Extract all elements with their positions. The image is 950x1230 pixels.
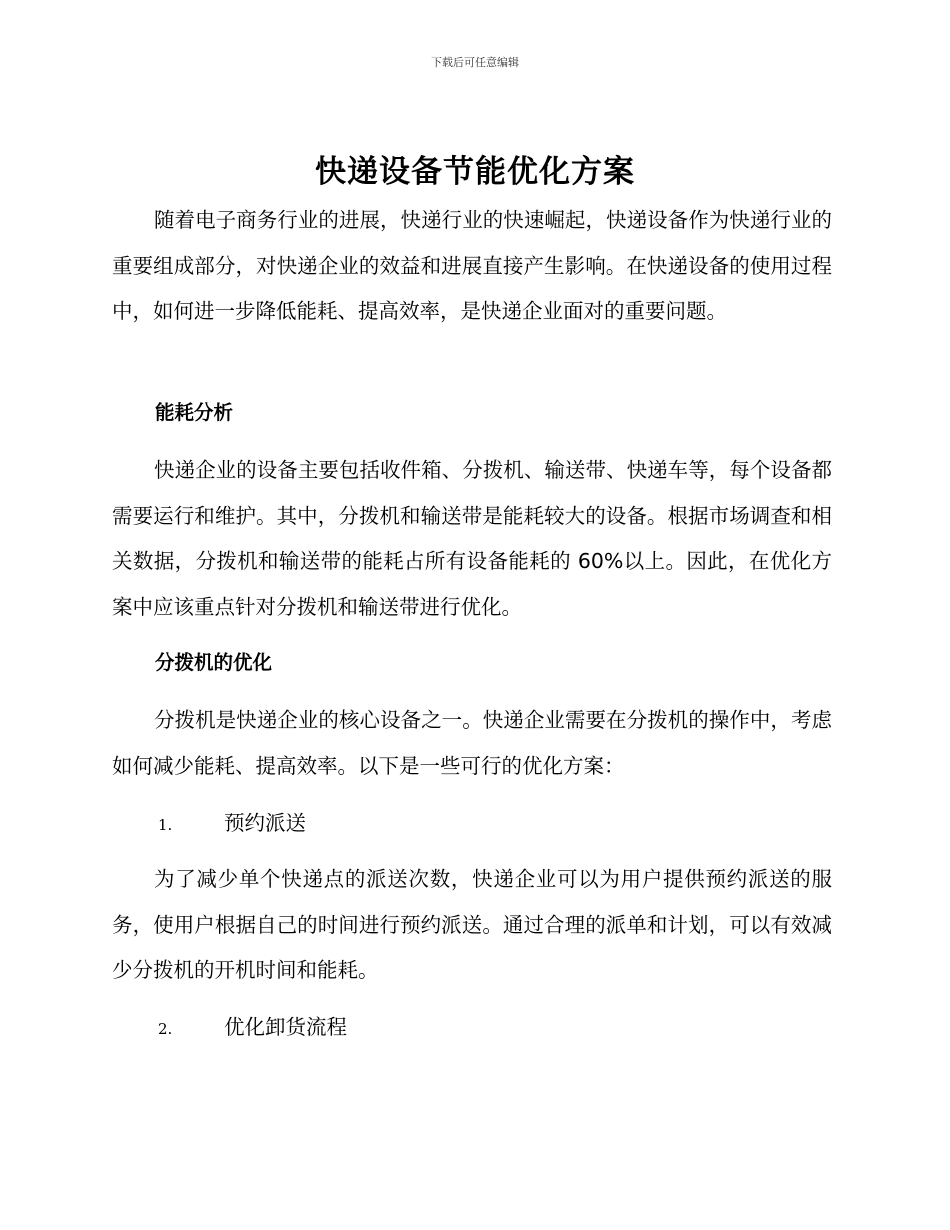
list-item-number: 1. [158,816,173,834]
appointment-delivery-paragraph: 为了减少单个快递点的派送次数，快递企业可以为用户提供预约派送的服务，使用户根据自己的时间进行预约派送。通过合理的派单和计划，可以有效减少分拨机的开机时间和能耗。 [112,867,832,982]
list-item-unloading-process [158,1012,347,1044]
section-heading-sorter-optimization: 分拨机的优化 [155,651,273,674]
page-header-note: 下载后可任意编辑 [431,56,519,69]
sorter-optimization-paragraph: 分拨机是快递企业的核心设备之一。快递企业需要在分拨机的操作中，考虑如何减少能耗、提高效率。以下是一些可行的优化方案： [112,708,832,778]
section-heading-energy-analysis: 能耗分析 [155,401,234,424]
energy-analysis-paragraph: 快递企业的设备主要包括收件箱、分拨机、输送带、快递车等，每个设备都需要运行和维护。其中，分拨机和输送带是能耗较大的设备。根据市场调查和相关数据，分拨机和输送带的能耗占所有设备能耗的 60%以上。因此，在优化方案中应该重点针对分拨机和输送带进行优化。 [112,458,832,619]
document-title: 快递设备节能优化方案 [315,154,635,190]
list-item-label: 预约派送 [224,811,306,835]
list-item-appointment-delivery [158,808,306,840]
list-item-label: 优化卸货流程 [224,1015,347,1039]
intro-paragraph: 随着电子商务行业的进展，快递行业的快速崛起，快递设备作为快递行业的重要组成部分，对快递企业的效益和进展直接产生影响。在快递设备的使用过程中，如何进一步降低能耗、提高效率，是快递企业面对的重要问题。 [112,208,832,323]
list-item-number: 2. [158,1020,173,1038]
